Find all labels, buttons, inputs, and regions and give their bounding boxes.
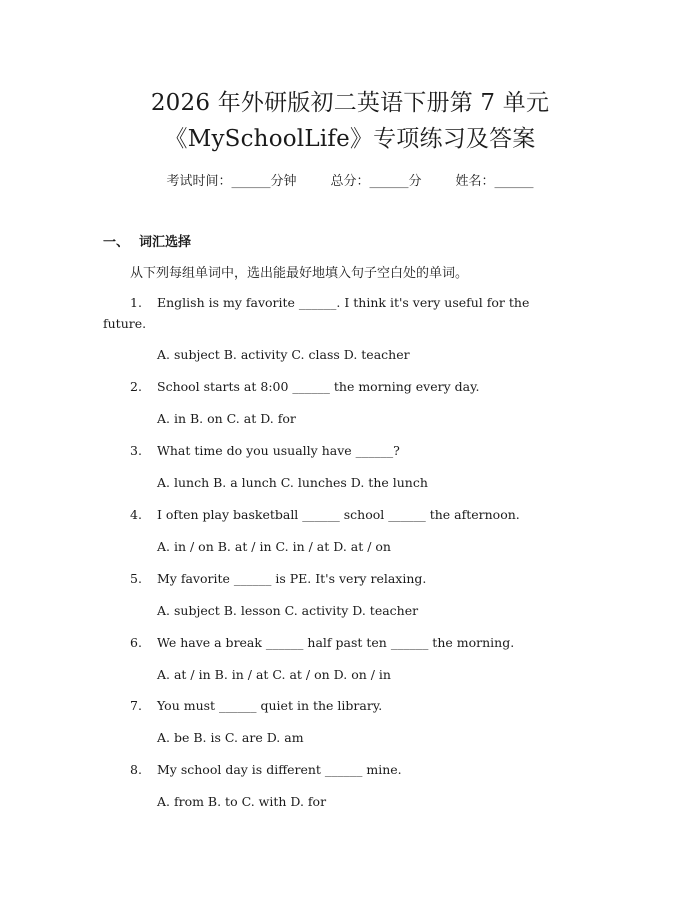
section-title: 词汇选择 — [139, 235, 192, 250]
document-title-line-2: 《MySchoolLife》专项练习及答案 — [164, 126, 536, 152]
question-text: We have a break ______ half past ten ______ the morning. — [157, 635, 515, 650]
question-text: School starts at 8:00 ______ the morning every day. — [157, 379, 480, 394]
question-number: 6. — [130, 635, 142, 650]
exam-meta — [0, 170, 700, 189]
question-text: English is my favorite ______. I think it's very useful for the — [157, 295, 530, 310]
section-number: 一、 — [103, 235, 130, 250]
question-5-options: A. subject B. lesson C. activity D. teacher — [157, 603, 419, 618]
question-4-options: A. in / on B. at / in C. in / at D. at / on — [157, 539, 391, 554]
question-number: 8. — [130, 762, 142, 777]
question-6-options: A. at / in B. in / at C. at / on D. on / in — [157, 667, 391, 682]
question-text: My favorite ______ is PE. It's very relaxing. — [157, 571, 427, 586]
question-8-options: A. from B. to C. with D. for — [157, 794, 327, 809]
question-number: 5. — [130, 571, 142, 586]
total-score-field: 总分：______分 — [330, 174, 422, 189]
question-2-options: A. in B. on C. at D. for — [157, 411, 296, 426]
question-1-continuation: future. — [103, 316, 147, 331]
question-text: My school day is different ______ mine. — [157, 762, 402, 777]
student-name-field: 姓名：______ — [455, 174, 534, 189]
section-instruction: 从下列每组单词中，选出能最好地填入句子空白处的单词。 — [130, 266, 469, 281]
question-3-options: A. lunch B. a lunch C. lunches D. the lunch — [157, 475, 428, 490]
question-text: I often play basketball ______ school ______ the afternoon. — [157, 507, 520, 522]
exam-time-field: 考试时间：______分钟 — [166, 174, 297, 189]
question-text: What time do you usually have ______? — [157, 443, 400, 458]
question-number: 2. — [130, 379, 142, 394]
question-7-options: A. be B. is C. are D. am — [157, 730, 304, 745]
question-number: 3. — [130, 443, 142, 458]
question-1-options: A. subject B. activity C. class D. teacher — [157, 347, 410, 362]
question-text: You must ______ quiet in the library. — [157, 698, 383, 713]
question-number: 7. — [130, 698, 142, 713]
document-title-line-1: 2026 年外研版初二英语下册第 7 单元 — [150, 90, 550, 116]
question-number: 4. — [130, 507, 142, 522]
section-heading — [103, 231, 191, 250]
question-number: 1. — [130, 295, 142, 310]
